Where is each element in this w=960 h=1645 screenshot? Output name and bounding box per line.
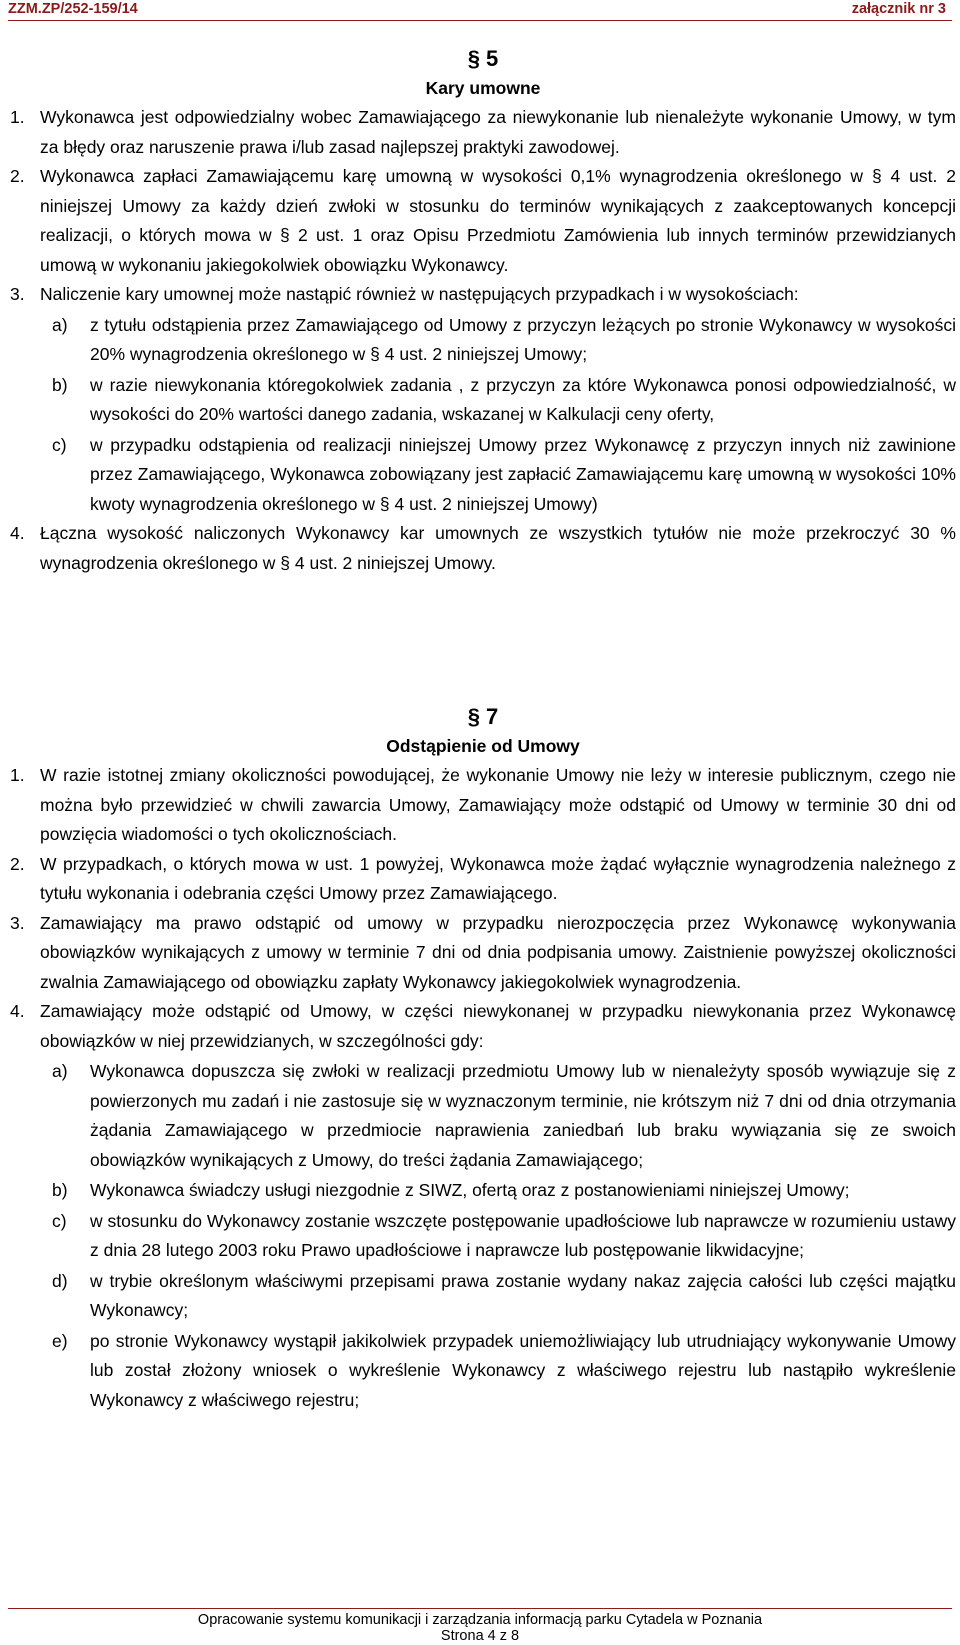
list-item xyxy=(10,103,956,162)
document-reference: ZZM.ZP/252-159/14 xyxy=(8,1,138,17)
sub-item-letter: b) xyxy=(52,374,68,395)
attachment-label: załącznik nr 3 xyxy=(851,1,946,17)
item-number: 2. xyxy=(10,853,25,874)
item-number: 3. xyxy=(10,284,25,304)
section-kary-umowne xyxy=(10,44,956,578)
item-text: W przypadkach, o których mowa w ust. 1 powyżej, Wykonawca może żądać wyłącznie wynagrodzenia należnego z tytułu wykonania i odebrania części Umowy przez Zamawiającego. xyxy=(40,853,956,903)
item-text: Naliczenie kary umownej może nastąpić również w następujących przypadkach i w wysokościach: xyxy=(40,284,799,304)
section-title: Kary umowne xyxy=(425,77,541,98)
sub-item-letter: c) xyxy=(52,1210,67,1231)
item-number: 4. xyxy=(10,523,25,543)
page-header xyxy=(8,0,952,22)
sub-item xyxy=(10,1176,956,1206)
sub-item-letter: c) xyxy=(52,434,67,455)
section-odstapienie xyxy=(10,702,956,1415)
sub-item-letter: a) xyxy=(52,314,68,335)
item-number: 3. xyxy=(10,912,25,933)
header-rule xyxy=(8,20,952,21)
list-item xyxy=(10,280,956,310)
sub-item xyxy=(10,431,956,520)
sub-item-letter: b) xyxy=(52,1180,68,1200)
list-item xyxy=(10,997,956,1056)
item-number: 1. xyxy=(10,107,25,127)
section-sign: § 7 xyxy=(467,704,499,729)
page-number: Strona 4 z 8 xyxy=(440,1628,520,1644)
list-item xyxy=(10,850,956,909)
section-title: Odstąpienie od Umowy xyxy=(386,735,580,756)
item-number: 2. xyxy=(10,166,25,186)
sub-item-text: po stronie Wykonawcy wystąpił jakikolwiek przypadek uniemożliwiający lub utrudniający wykonywanie Umowy lub został złożony wniosek o wykreślenie Wykonawcy z właściwego rejestru lub nastąpiło wykreślenie Wykonawcy z właściwego rejestru; xyxy=(90,1330,956,1410)
item-text: Zamawiający ma prawo odstąpić od umowy w przypadku nierozpoczęcia przez Wykonawcę wykonywania obowiązków wynikających z umowy w terminie 7 dni od dnia podpisania umowy. Zaistnienie powyższej okoliczności zwalnia Zamawiającego od obowiązku zapłaty Wykonawcy jakiegokolwiek wynagrodzenia. xyxy=(40,912,956,992)
sub-item-letter: e) xyxy=(52,1330,68,1351)
item-text: Zamawiający może odstąpić od Umowy, w części niewykonanej w przypadku niewykonania przez Wykonawcę obowiązków w niej przewidzianych, w szczególności gdy: xyxy=(40,1001,956,1051)
list-item xyxy=(10,909,956,998)
sub-item xyxy=(10,1267,956,1326)
sub-item xyxy=(10,371,956,430)
sub-item-text: w razie niewykonania któregokolwiek zadania , z przyczyn za które Wykonawca ponosi odpowiedzialność, w wysokości do 20% wartości danego zadania, wskazanej w Kalkulacji ceny oferty, xyxy=(90,374,956,424)
item-number: 4. xyxy=(10,1001,25,1021)
list-item xyxy=(10,761,956,850)
sub-item xyxy=(10,311,956,370)
list-item xyxy=(10,162,956,280)
footer-rule xyxy=(8,1608,952,1609)
item-text: Wykonawca jest odpowiedzialny wobec Zamawiającego za niewykonanie lub nienależyte wykonanie Umowy, w tym za błędy oraz naruszenie prawa i/lub zasad najlepszej praktyki zawodowej. xyxy=(40,107,956,157)
sub-item-text: Wykonawca dopuszcza się zwłoki w realizacji przedmiotu Umowy lub w nienależyty sposób wywiązuje się z powierzonych mu zadań i nie zastosuje się w wyznaczonym terminie, nie krótszym niż 7 dni od dnia otrzymania żądania Zamawiającego w przedmiocie naprawienia zaniedbań lub braku wywiązania się ze swoich obowiązków wynikających z Umowy, do treści żądania Zamawiającego; xyxy=(90,1061,956,1170)
footer-project-title: Opracowanie systemu komunikacji i zarządzania informacją parku Cytadela w Poznania xyxy=(197,1612,763,1628)
section-sign: § 5 xyxy=(467,46,499,71)
sub-item-text: w stosunku do Wykonawcy zostanie wszczęte postępowanie upadłościowe lub naprawcze w rozumieniu ustawy z dnia 28 lutego 2003 roku Prawo upadłościowe i naprawcze lub postępowanie likwidacyjne; xyxy=(90,1210,956,1260)
sub-item-text: w trybie określonym właściwymi przepisami prawa zostanie wydany nakaz zajęcia całości lub części majątku Wykonawcy; xyxy=(90,1270,956,1320)
sub-item-text: Wykonawca świadczy usługi niezgodnie z SIWZ, ofertą oraz z postanowieniami niniejszej Umowy; xyxy=(90,1180,850,1200)
item-text: W razie istotnej zmiany okoliczności powodującej, że wykonanie Umowy nie leży w interesie publicznym, czego nie można było przewidzieć w chwili zawarcia Umowy, Zamawiający może odstąpić od Umowy w terminie 30 dni od powzięcia wiadomości o tych okolicznościach. xyxy=(40,765,956,844)
sub-item xyxy=(10,1207,956,1266)
item-number: 1. xyxy=(10,765,25,785)
sub-item-letter: a) xyxy=(52,1061,68,1081)
sub-item xyxy=(10,1057,956,1175)
list-item xyxy=(10,519,956,578)
sub-item-text: w przypadku odstąpienia od realizacji niniejszej Umowy przez Wykonawcę z przyczyn innych niż zawinione przez Zamawiającego, Wykonawca zobowiązany jest zapłacić Zamawiającemu karę umowną w wysokości 10% kwoty wynagrodzenia określonego w § 4 ust. 2 niniejszej Umowy) xyxy=(90,434,956,514)
sub-item xyxy=(10,1327,956,1416)
sub-item-text: z tytułu odstąpienia przez Zamawiającego od Umowy z przyczyn leżących po stronie Wykonawcy w wysokości 20% wynagrodzenia określonego w § 4 ust. 2 niniejszej Umowy; xyxy=(90,314,956,364)
sub-item-letter: d) xyxy=(52,1270,68,1291)
item-text: Łączna wysokość naliczonych Wykonawcy kar umownych ze wszystkich tytułów nie może przekroczyć 30 % wynagrodzenia określonego w § 4 ust. 2 niniejszej Umowy. xyxy=(40,523,956,573)
item-text: Wykonawca zapłaci Zamawiającemu karę umowną w wysokości 0,1% wynagrodzenia określonego w § 4 ust. 2 niniejszej Umowy za każdy dzień zwłoki w stosunku do terminów wynikających z zaakceptowanych koncepcji realizacji, o których mowa w § 2 ust. 1 oraz Opisu Przedmiotu Zamówienia lub innych terminów przewidzianych umową w wykonaniu jakiegokolwiek obowiązku Wykonawcy. xyxy=(40,166,956,275)
